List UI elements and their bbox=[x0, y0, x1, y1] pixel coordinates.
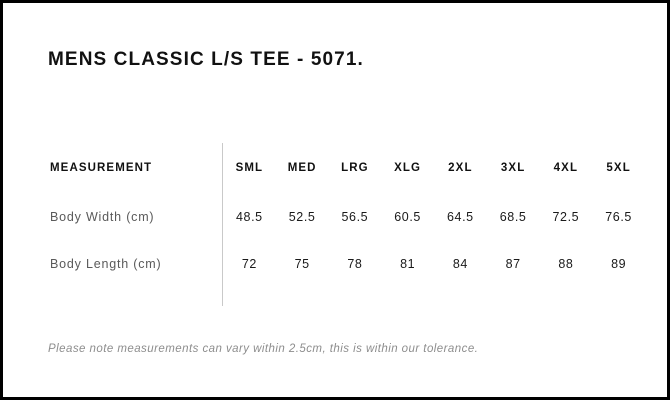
table-body bbox=[48, 193, 645, 287]
tolerance-note: Please note measurements can vary within 2.5cm, this is within our tolerance. bbox=[48, 343, 479, 355]
column-header-size: 2XL bbox=[448, 162, 473, 174]
cell-value: 76.5 bbox=[605, 209, 632, 224]
cell-value: 52.5 bbox=[288, 209, 316, 224]
size-table bbox=[48, 143, 645, 287]
column-header-size: 5XL bbox=[606, 162, 631, 174]
cell-value: 68.5 bbox=[499, 209, 527, 224]
column-header-size: 4XL bbox=[553, 162, 579, 174]
cell-value: 75 bbox=[294, 256, 310, 271]
cell-value: 87 bbox=[505, 256, 521, 271]
row-label-body-width: Body Width (cm) bbox=[50, 209, 155, 224]
column-header-measurement: MEASUREMENT bbox=[50, 162, 153, 174]
cell-value: 56.5 bbox=[341, 209, 369, 224]
column-header-size: LRG bbox=[341, 162, 369, 174]
cell-value: 81 bbox=[400, 256, 416, 271]
cell-value: 78 bbox=[347, 256, 363, 271]
size-table-wrapper bbox=[48, 143, 645, 287]
cell-value: 88 bbox=[558, 256, 574, 271]
table-header-row bbox=[48, 143, 645, 193]
column-header-size: SML bbox=[235, 162, 264, 174]
table-header bbox=[48, 143, 645, 193]
cell-value: 64.5 bbox=[447, 209, 474, 224]
cell-value: 89 bbox=[611, 256, 627, 271]
cell-value: 60.5 bbox=[394, 209, 421, 224]
content-area bbox=[48, 3, 639, 397]
table-row bbox=[48, 240, 645, 287]
cell-value: 72.5 bbox=[552, 209, 580, 224]
cell-value: 48.5 bbox=[236, 209, 263, 224]
cell-value: 72 bbox=[241, 256, 257, 271]
column-header-size: XLG bbox=[394, 162, 422, 174]
page-title: MENS CLASSIC L/S TEE - 5071. bbox=[48, 49, 364, 70]
cell-value: 84 bbox=[452, 256, 468, 271]
table-row bbox=[48, 193, 645, 240]
row-label-body-length: Body Length (cm) bbox=[50, 256, 162, 271]
column-header-size: 3XL bbox=[500, 162, 526, 174]
column-header-size: MED bbox=[287, 162, 317, 174]
